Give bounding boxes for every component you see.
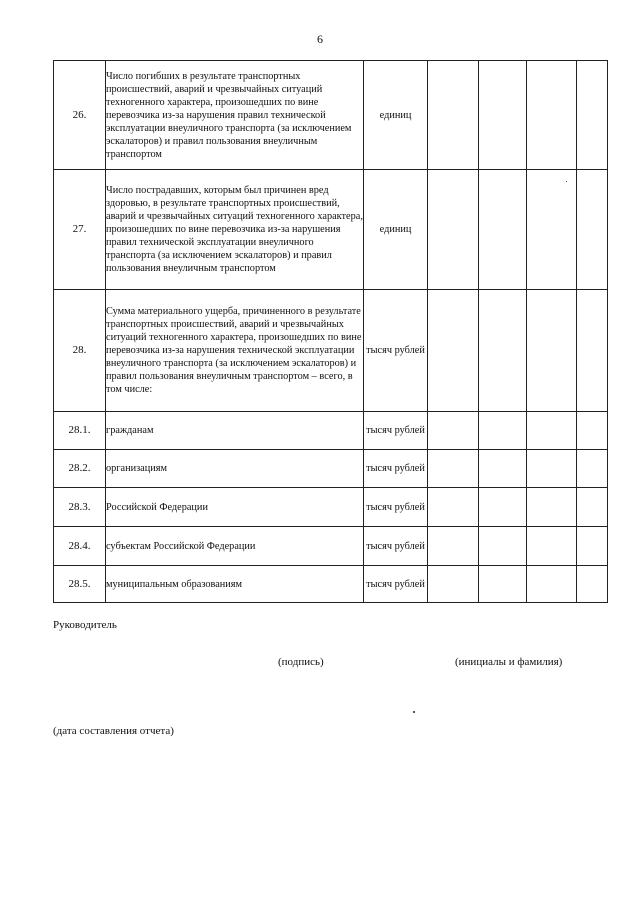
row-number: 28. <box>54 290 106 412</box>
row-unit: тысяч рублей <box>364 290 428 412</box>
row-number: 28.5. <box>54 566 106 603</box>
row-number: 28.4. <box>54 527 106 566</box>
value-cell <box>577 566 608 603</box>
report-table <box>53 60 608 603</box>
value-cell <box>479 488 527 527</box>
signature-caption: (подпись) <box>278 656 324 668</box>
value-cell <box>428 61 479 170</box>
date-caption: (дата составления отчета) <box>53 725 174 737</box>
value-cell <box>428 290 479 412</box>
scan-speck <box>566 181 567 182</box>
row-description: муниципальным образованиям <box>106 566 364 603</box>
value-cell <box>527 488 577 527</box>
row-description: Число погибших в результате транспортных происшествий, аварий и чрезвычайных ситуаций техногенного характера, произошедших по вине перевозчика из-за нарушения правил технической эксплуатации внеуличного транспорта (за исключением эскалаторов) и правил пользования внеуличным транспортом <box>106 61 364 170</box>
row-description: Число пострадавших, которым был причинен вред здоровью, в результате транспортных происшествий, аварий и чрезвычайных ситуаций техногенного характера, произошедших по вине перевозчика из-за нарушения правил технической эксплуатации внеуличного транспорта (за исключением эскалаторов) и правил пользования внеуличным транспортом <box>106 170 364 290</box>
value-cell <box>479 566 527 603</box>
value-cell <box>428 527 479 566</box>
row-unit: тысяч рублей <box>364 527 428 566</box>
table-row <box>54 290 608 412</box>
page-number: 6 <box>317 32 323 46</box>
scan-speck <box>413 711 415 713</box>
row-description: субъектам Российской Федерации <box>106 527 364 566</box>
value-cell <box>479 412 527 450</box>
table-row <box>54 527 608 566</box>
value-cell <box>479 450 527 488</box>
row-unit: тысяч рублей <box>364 412 428 450</box>
value-cell <box>527 450 577 488</box>
value-cell <box>577 488 608 527</box>
value-cell <box>428 170 479 290</box>
row-number: 28.1. <box>54 412 106 450</box>
row-description: организациям <box>106 450 364 488</box>
value-cell <box>577 527 608 566</box>
value-cell <box>428 566 479 603</box>
name-caption: (инициалы и фамилия) <box>455 656 563 668</box>
head-label: Руководитель <box>53 619 117 631</box>
value-cell <box>577 450 608 488</box>
row-number: 28.2. <box>54 450 106 488</box>
row-unit: тысяч рублей <box>364 450 428 488</box>
row-description: Сумма материального ущерба, причиненного в результате транспортных происшествий, аварий и чрезвычайных ситуаций техногенного характера, произошедших по вине перевозчика из-за нарушения технической эксплуатации внеуличного транспорта (за исключением эскалаторов) и правил пользования внеуличным транспортом – всего, в том числе: <box>106 290 364 412</box>
row-unit: тысяч рублей <box>364 488 428 527</box>
row-unit: единиц <box>364 170 428 290</box>
row-number: 27. <box>54 170 106 290</box>
row-number: 28.3. <box>54 488 106 527</box>
table-row <box>54 450 608 488</box>
value-cell <box>428 412 479 450</box>
value-cell <box>527 61 577 170</box>
row-number: 26. <box>54 61 106 170</box>
row-description: Российской Федерации <box>106 488 364 527</box>
value-cell <box>479 170 527 290</box>
value-cell <box>428 450 479 488</box>
value-cell <box>527 290 577 412</box>
value-cell <box>479 527 527 566</box>
value-cell <box>479 61 527 170</box>
table-row <box>54 61 608 170</box>
table-row <box>54 170 608 290</box>
value-cell <box>577 290 608 412</box>
row-description: гражданам <box>106 412 364 450</box>
table-row <box>54 412 608 450</box>
value-cell <box>527 170 577 290</box>
value-cell <box>577 412 608 450</box>
value-cell <box>527 527 577 566</box>
value-cell <box>527 566 577 603</box>
value-cell <box>527 412 577 450</box>
value-cell <box>428 488 479 527</box>
table-row <box>54 566 608 603</box>
table-row <box>54 488 608 527</box>
value-cell <box>479 290 527 412</box>
value-cell <box>577 61 608 170</box>
row-unit: единиц <box>364 61 428 170</box>
row-unit: тысяч рублей <box>364 566 428 603</box>
value-cell <box>577 170 608 290</box>
